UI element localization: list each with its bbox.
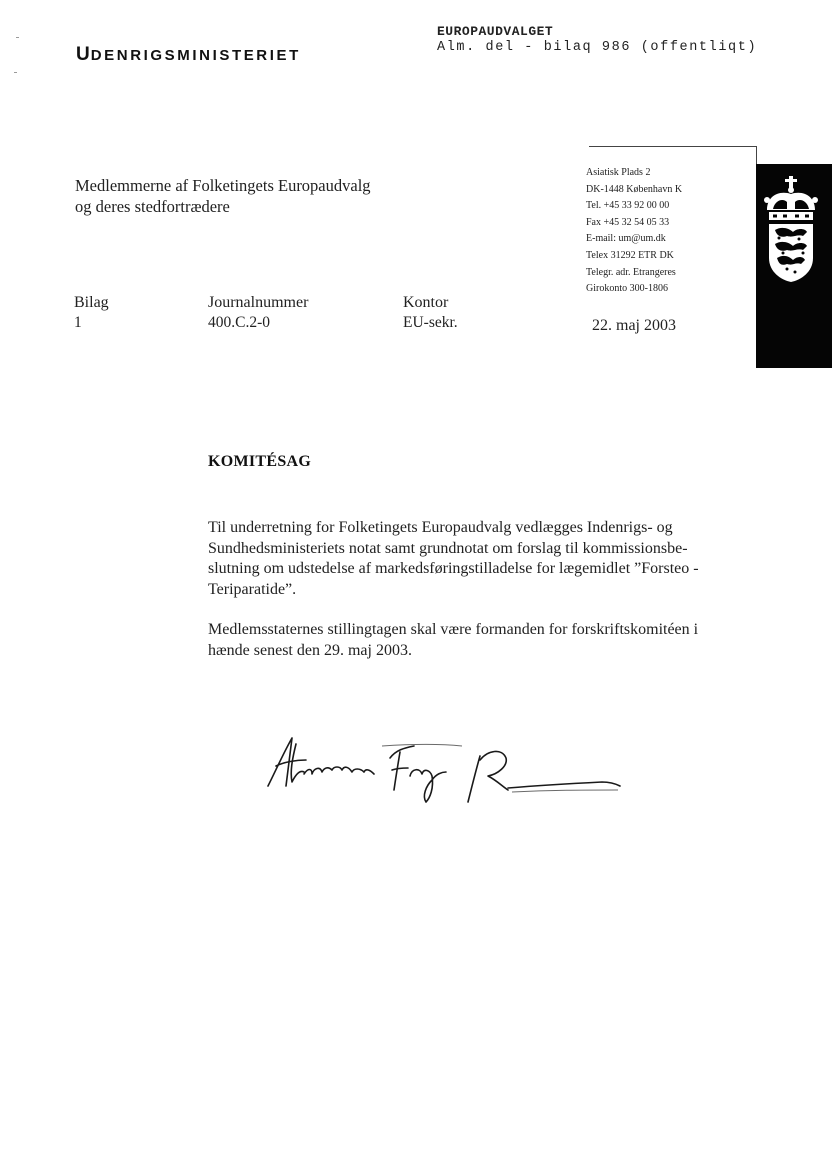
bilag-value: 1 [74, 314, 82, 331]
body-paragraph-1 [208, 518, 768, 600]
signature-image [262, 730, 624, 810]
document-heading: KOMITÉSAG [208, 453, 312, 470]
ministry-name-rest: DENRIGSMINISTERIET [90, 47, 301, 64]
address-rule [589, 146, 757, 147]
address-line: Tel. +45 33 92 00 00 [586, 200, 670, 212]
kontor-label: Kontor [403, 294, 449, 311]
journal-value: 400.C.2-0 [208, 314, 270, 331]
paragraph-line: Teriparatide”. [208, 580, 297, 598]
address-rule-tick [756, 146, 757, 164]
coat-of-arms-icon [763, 176, 819, 284]
document-date: 22. maj 2003 [592, 317, 676, 334]
paragraph-line: hænde senest den 29. maj 2003. [208, 641, 412, 659]
recipient-line: Medlemmerne af Folketingets Europaudvalg [75, 176, 371, 195]
scan-speck [16, 37, 19, 38]
ministry-name [76, 44, 301, 66]
recipient-block [75, 175, 371, 217]
address-line: Fax +45 32 54 05 33 [586, 216, 670, 228]
body-paragraph-2 [208, 620, 768, 661]
address-line: Telegr. adr. Etrangeres [586, 266, 676, 278]
address-line: E-mail: um@um.dk [586, 233, 666, 245]
paragraph-line: Til underretning for Folketingets Europaudvalg vedlægges Indenrigs- og [208, 519, 673, 536]
paragraph-line: Sundhedsministeriets notat samt grundnotat om forslag til kommissionsbe- [208, 539, 688, 557]
address-line: Asiatisk Plads 2 [586, 167, 651, 178]
stamp-title: EUROPAUDVALGET [437, 24, 554, 39]
ministry-initial: U [76, 44, 91, 65]
address-line: Girokonto 300-1806 [586, 283, 668, 295]
address-line: Telex 31292 ETR DK [586, 249, 674, 261]
bilag-label: Bilag [74, 294, 109, 311]
journal-label: Journalnummer [208, 294, 309, 311]
kontor-value: EU-sekr. [403, 314, 458, 331]
address-block [586, 165, 682, 298]
scan-speck [14, 72, 17, 73]
stamp-subtitle: Alm. del - bilaq 986 (offentliqt) [437, 40, 758, 55]
paragraph-line: slutning om udstedelse af markedsføringstilladelse for lægemidlet ”Forsteo - [208, 560, 699, 577]
recipient-line: og deres stedfortrædere [75, 197, 230, 216]
paragraph-line: Medlemsstaternes stillingtagen skal være formanden for forskriftskomitéen i [208, 621, 699, 638]
address-line: DK-1448 København K [586, 183, 683, 195]
